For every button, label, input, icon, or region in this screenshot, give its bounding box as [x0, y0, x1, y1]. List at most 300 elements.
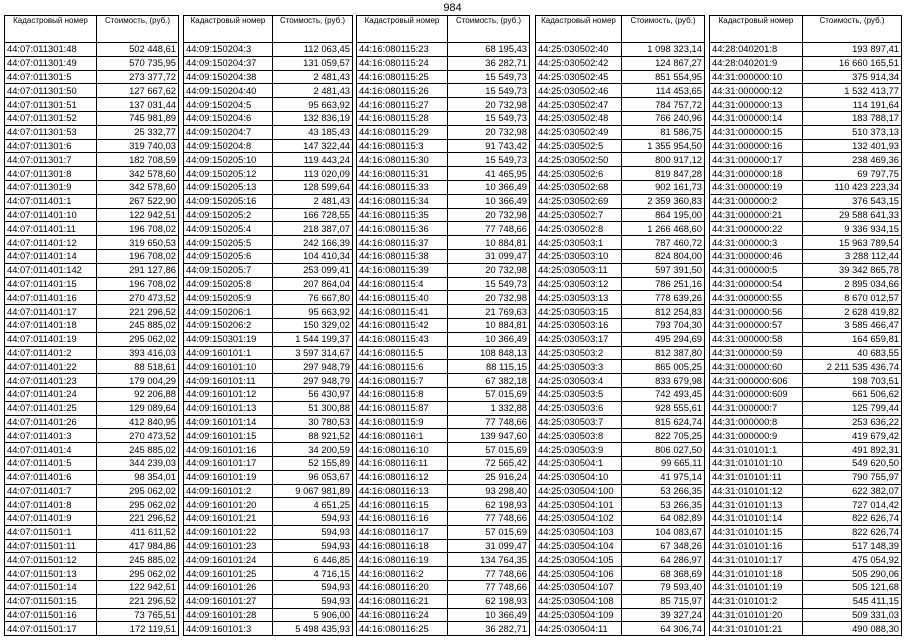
cadastral-number-cell: 44:25:030503:3 — [536, 360, 622, 374]
cost-cell: 784 757,72 — [622, 98, 705, 112]
table-row — [536, 180, 705, 194]
table-row — [5, 360, 179, 374]
cadastral-number-cell: 44:25:030504:10 — [536, 470, 622, 484]
cadastral-number-cell: 44:16:080115:5 — [357, 346, 448, 360]
cost-cell: 77 748,66 — [448, 415, 530, 429]
table-row — [710, 443, 902, 457]
table-row — [5, 56, 179, 70]
cadastral-number-cell: 44:16:080115:24 — [357, 56, 448, 70]
table-row — [357, 56, 530, 70]
cost-cell: 25 332,77 — [97, 125, 179, 139]
cadastral-number-cell: 44:09:150205:8 — [184, 277, 273, 291]
table-row — [536, 401, 705, 415]
cadastral-number-cell: 44:16:080115:4 — [357, 277, 448, 291]
cadastral-number-cell: 44:31:000000:22 — [710, 222, 803, 236]
cadastral-number-cell: 44:31:000000:3 — [710, 236, 803, 250]
table-row — [536, 56, 705, 70]
table-row — [536, 622, 705, 636]
cost-cell: 122 942,51 — [97, 581, 179, 595]
table-row — [5, 84, 179, 98]
cadastral-number-cell: 44:16:080116:11 — [357, 456, 448, 470]
table-row — [710, 56, 902, 70]
table-row — [536, 512, 705, 526]
cost-cell: 88 518,61 — [97, 360, 179, 374]
cost-cell: 661 506,62 — [803, 387, 902, 401]
table-row — [184, 498, 353, 512]
table-row — [5, 167, 179, 181]
cadastral-number-cell: 44:25:030503:5 — [536, 387, 622, 401]
cadastral-number-cell: 44:25:030503:7 — [536, 415, 622, 429]
cadastral-number-cell: 44:25:030502:8 — [536, 222, 622, 236]
cadastral-number-cell: 44:16:080116:20 — [357, 581, 448, 595]
table-row — [357, 167, 530, 181]
cost-cell: 594,93 — [273, 539, 353, 553]
cadastral-number-cell: 44:16:080116:16 — [357, 512, 448, 526]
cadastral-number-cell: 44:25:030504:101 — [536, 498, 622, 512]
cadastral-number-cell: 44:07:011401:3 — [5, 429, 97, 443]
cost-cell: 91 743,42 — [448, 139, 530, 153]
cost-cell: 295 062,02 — [97, 498, 179, 512]
cost-cell: 245 885,02 — [97, 318, 179, 332]
cadastral-number-cell: 44:25:030504:107 — [536, 581, 622, 595]
table-row — [536, 456, 705, 470]
cadastral-number-cell: 44:25:030502:42 — [536, 56, 622, 70]
cadastral-number-cell: 44:09:160101:19 — [184, 470, 273, 484]
table-row — [710, 139, 902, 153]
cadastral-number-cell: 44:09:150206:2 — [184, 318, 273, 332]
table-row — [536, 111, 705, 125]
cost-cell: 267 522,90 — [97, 194, 179, 208]
cost-cell: 778 639,26 — [622, 291, 705, 305]
table-row — [710, 70, 902, 84]
cost-cell: 10 884,81 — [448, 236, 530, 250]
cost-cell: 139 947,60 — [448, 429, 530, 443]
cost-cell: 549 620,50 — [803, 456, 902, 470]
table-row — [357, 498, 530, 512]
cadastral-number-cell: 44:31:000000:5 — [710, 263, 803, 277]
cost-cell: 270 473,52 — [97, 291, 179, 305]
cost-cell: 812 254,83 — [622, 305, 705, 319]
table-row — [536, 581, 705, 595]
cadastral-number-cell: 44:09:150205:16 — [184, 194, 273, 208]
table-row — [184, 567, 353, 581]
cost-cell: 218 387,07 — [273, 222, 353, 236]
cadastral-number-cell: 44:07:011301:8 — [5, 167, 97, 181]
cost-cell: 393 416,03 — [97, 346, 179, 360]
table-row — [184, 111, 353, 125]
cadastral-number-cell: 44:07:011401:9 — [5, 512, 97, 526]
cost-cell: 179 004,29 — [97, 374, 179, 388]
cadastral-table-1 — [4, 15, 179, 636]
cost-cell: 491 892,31 — [803, 443, 902, 457]
cost-cell: 57 015,69 — [448, 443, 530, 457]
cadastral-number-cell: 44:07:011401:142 — [5, 263, 97, 277]
cadastral-number-cell: 44:16:080115:41 — [357, 305, 448, 319]
cost-cell: 742 493,45 — [622, 387, 705, 401]
cost-cell: 132 836,19 — [273, 111, 353, 125]
table-row — [710, 415, 902, 429]
cost-cell: 928 555,61 — [622, 401, 705, 415]
cost-cell: 110 423 223,34 — [803, 180, 902, 194]
table-row — [184, 263, 353, 277]
table-row — [184, 360, 353, 374]
table-row — [357, 622, 530, 636]
cadastral-number-cell: 44:09:160101:1 — [184, 346, 273, 360]
cadastral-number-cell: 44:25:030502:7 — [536, 208, 622, 222]
cadastral-number-cell: 44:09:160101:16 — [184, 443, 273, 457]
table-row — [5, 346, 179, 360]
cost-cell: 9 067 981,89 — [273, 484, 353, 498]
cadastral-number-cell: 44:16:080115:7 — [357, 374, 448, 388]
cost-cell: 134 764,35 — [448, 553, 530, 567]
table-row — [5, 622, 179, 636]
cost-cell: 594,93 — [273, 594, 353, 608]
cost-cell: 53 266,35 — [622, 484, 705, 498]
table-row — [357, 291, 530, 305]
table-row — [357, 387, 530, 401]
table-row — [536, 153, 705, 167]
table-row — [184, 346, 353, 360]
table-row — [710, 84, 902, 98]
cadastral-number-cell: 44:31:000000:7 — [710, 401, 803, 415]
cadastral-number-cell: 44:25:030503:16 — [536, 318, 622, 332]
cost-cell: 1 266 468,60 — [622, 222, 705, 236]
table-row — [184, 374, 353, 388]
cadastral-number-cell: 44:25:030504:106 — [536, 567, 622, 581]
cadastral-number-cell: 44:07:011401:25 — [5, 401, 97, 415]
cadastral-number-cell: 44:09:160101:13 — [184, 401, 273, 415]
table-row — [710, 153, 902, 167]
cost-cell: 221 296,52 — [97, 512, 179, 526]
cost-cell: 127 667,62 — [97, 84, 179, 98]
table-row — [5, 111, 179, 125]
table-row — [5, 291, 179, 305]
cadastral-number-cell: 44:31:000000:16 — [710, 139, 803, 153]
cadastral-number-cell: 44:16:080116:1 — [357, 429, 448, 443]
table-row — [710, 277, 902, 291]
table-row — [5, 567, 179, 581]
cost-cell: 2 211 535 436,74 — [803, 360, 902, 374]
cost-cell: 79 593,40 — [622, 581, 705, 595]
table-row — [184, 139, 353, 153]
cadastral-number-cell: 44:07:011401:12 — [5, 236, 97, 250]
header-cost: Стоимость, (руб.) — [97, 16, 179, 43]
cadastral-number-cell: 44:07:011401:17 — [5, 305, 97, 319]
cadastral-number-cell: 44:25:030503:15 — [536, 305, 622, 319]
cadastral-number-cell: 44:16:080115:31 — [357, 167, 448, 181]
table-row — [536, 360, 705, 374]
cadastral-number-cell: 44:16:080115:3 — [357, 139, 448, 153]
cadastral-number-cell: 44:28:040201:8 — [710, 43, 803, 57]
cadastral-number-cell: 44:09:150205:2 — [184, 208, 273, 222]
table-row — [184, 43, 353, 57]
cadastral-number-cell: 44:07:011401:26 — [5, 415, 97, 429]
cost-cell: 253 636,22 — [803, 415, 902, 429]
cost-cell: 793 704,30 — [622, 318, 705, 332]
cadastral-number-cell: 44:07:011501:14 — [5, 581, 97, 595]
cost-cell: 92 206,88 — [97, 387, 179, 401]
table-row — [184, 56, 353, 70]
table-row — [710, 456, 902, 470]
table-row — [357, 318, 530, 332]
table-row — [710, 567, 902, 581]
cadastral-number-cell: 44:25:030503:8 — [536, 429, 622, 443]
cadastral-number-cell: 44:09:150205:4 — [184, 222, 273, 236]
cost-cell: 39 327,24 — [622, 608, 705, 622]
table-row — [5, 470, 179, 484]
cadastral-number-cell: 44:09:160101:20 — [184, 498, 273, 512]
cadastral-number-cell: 44:25:030502:69 — [536, 194, 622, 208]
cadastral-number-cell: 44:07:011401:18 — [5, 318, 97, 332]
cost-cell: 30 780,53 — [273, 415, 353, 429]
cost-cell: 490 088,30 — [803, 622, 902, 636]
cost-cell: 375 914,34 — [803, 70, 902, 84]
table-row — [357, 456, 530, 470]
cost-cell: 9 336 934,15 — [803, 222, 902, 236]
cadastral-number-cell: 44:09:160101:27 — [184, 594, 273, 608]
table-row — [357, 277, 530, 291]
cadastral-number-cell: 44:07:011401:11 — [5, 222, 97, 236]
cost-cell: 412 840,95 — [97, 415, 179, 429]
table-row — [357, 429, 530, 443]
table-row — [5, 222, 179, 236]
table-row — [5, 70, 179, 84]
cadastral-number-cell: 44:25:030504:11 — [536, 622, 622, 636]
cost-cell: 68 368,69 — [622, 567, 705, 581]
cadastral-number-cell: 44:25:030503:11 — [536, 263, 622, 277]
cost-cell: 207 864,04 — [273, 277, 353, 291]
table-row — [5, 512, 179, 526]
cost-cell: 76 667,80 — [273, 291, 353, 305]
table-row — [357, 512, 530, 526]
cost-cell: 517 148,39 — [803, 539, 902, 553]
table-row — [5, 332, 179, 346]
table-row — [710, 111, 902, 125]
cadastral-number-cell: 44:31:000000:8 — [710, 415, 803, 429]
cadastral-number-cell: 44:07:011401:14 — [5, 249, 97, 263]
table-row — [184, 222, 353, 236]
cadastral-number-cell: 44:07:011401:1 — [5, 194, 97, 208]
table-row — [5, 415, 179, 429]
table-row — [5, 484, 179, 498]
cost-cell: 822 705,25 — [622, 429, 705, 443]
cost-cell: 510 373,13 — [803, 125, 902, 139]
cost-cell: 20 732,98 — [448, 263, 530, 277]
cadastral-number-cell: 44:07:011501:17 — [5, 622, 97, 636]
cost-cell: 64 306,74 — [622, 622, 705, 636]
cost-cell: 10 366,49 — [448, 194, 530, 208]
table-row — [536, 291, 705, 305]
cost-cell: 88 921,52 — [273, 429, 353, 443]
cost-cell: 291 127,86 — [97, 263, 179, 277]
cadastral-number-cell: 44:07:011301:6 — [5, 139, 97, 153]
cost-cell: 5 906,00 — [273, 608, 353, 622]
cost-cell: 164 659,81 — [803, 332, 902, 346]
cost-cell: 62 198,93 — [448, 594, 530, 608]
table-row — [536, 539, 705, 553]
cost-cell: 16 660 165,51 — [803, 56, 902, 70]
table-row — [710, 539, 902, 553]
cost-cell: 196 708,02 — [97, 249, 179, 263]
cost-cell: 67 382,18 — [448, 374, 530, 388]
cost-cell: 31 099,47 — [448, 539, 530, 553]
table-row — [357, 70, 530, 84]
cadastral-number-cell: 44:07:011501:1 — [5, 525, 97, 539]
cadastral-number-cell: 44:07:011401:23 — [5, 374, 97, 388]
cost-cell: 1 532 413,77 — [803, 84, 902, 98]
cost-cell: 124 867,27 — [622, 56, 705, 70]
table-row — [710, 553, 902, 567]
table-row — [5, 305, 179, 319]
table-row — [357, 332, 530, 346]
cost-cell: 815 624,74 — [622, 415, 705, 429]
cost-cell: 787 460,72 — [622, 236, 705, 250]
table-row — [5, 387, 179, 401]
table-row — [357, 111, 530, 125]
header-cost: Стоимость, (руб.) — [803, 16, 902, 43]
cadastral-number-cell: 44:16:080116:19 — [357, 553, 448, 567]
cadastral-number-cell: 44:16:080116:24 — [357, 608, 448, 622]
cadastral-number-cell: 44:31:000000:10 — [710, 70, 803, 84]
table-row — [536, 553, 705, 567]
cadastral-number-cell: 44:25:030502:46 — [536, 84, 622, 98]
cost-cell: 3 597 314,67 — [273, 346, 353, 360]
cadastral-number-cell: 44:31:000000:56 — [710, 305, 803, 319]
table-row — [5, 194, 179, 208]
cost-cell: 273 377,72 — [97, 70, 179, 84]
cost-cell: 119 443,24 — [273, 153, 353, 167]
cost-cell: 253 099,41 — [273, 263, 353, 277]
table-row — [5, 594, 179, 608]
table-row — [5, 608, 179, 622]
table-row — [536, 139, 705, 153]
cost-cell: 10 366,49 — [448, 332, 530, 346]
table-row — [536, 443, 705, 457]
cadastral-number-cell: 44:07:011501:16 — [5, 608, 97, 622]
cadastral-number-cell: 44:09:160101:15 — [184, 429, 273, 443]
cadastral-number-cell: 44:09:160101:21 — [184, 512, 273, 526]
cadastral-number-cell: 44:31:000000:15 — [710, 125, 803, 139]
cadastral-number-cell: 44:31:000000:9 — [710, 429, 803, 443]
table-row — [357, 401, 530, 415]
cost-cell: 411 611,52 — [97, 525, 179, 539]
cost-cell: 865 005,25 — [622, 360, 705, 374]
cadastral-number-cell: 44:31:010101:20 — [710, 608, 803, 622]
table-row — [536, 43, 705, 57]
cadastral-number-cell: 44:16:080115:38 — [357, 249, 448, 263]
cost-cell: 2 481,43 — [273, 84, 353, 98]
table-row — [357, 443, 530, 457]
cadastral-number-cell: 44:31:010101:16 — [710, 539, 803, 553]
cost-cell: 51 300,88 — [273, 401, 353, 415]
table-row — [5, 236, 179, 250]
table-row — [710, 236, 902, 250]
table-row — [5, 277, 179, 291]
table-row — [710, 594, 902, 608]
cadastral-number-cell: 44:07:011401:24 — [5, 387, 97, 401]
cost-cell: 342 578,60 — [97, 180, 179, 194]
table-row — [357, 194, 530, 208]
header-cadastral-number: Кадастровый номер — [536, 16, 622, 43]
cadastral-number-cell: 44:25:030502:47 — [536, 98, 622, 112]
cost-cell: 495 294,69 — [622, 332, 705, 346]
table-row — [184, 167, 353, 181]
table-row — [536, 249, 705, 263]
cadastral-number-cell: 44:07:011401:7 — [5, 484, 97, 498]
table-row — [536, 125, 705, 139]
cadastral-number-cell: 44:31:000000:2 — [710, 194, 803, 208]
cost-cell: 112 063,45 — [273, 43, 353, 57]
cost-cell: 5 498 435,93 — [273, 622, 353, 636]
cadastral-number-cell: 44:09:150204:7 — [184, 125, 273, 139]
cost-cell: 182 708,59 — [97, 153, 179, 167]
cost-cell: 295 062,02 — [97, 484, 179, 498]
table-row — [710, 346, 902, 360]
table-row — [357, 305, 530, 319]
table-row — [184, 194, 353, 208]
table-row — [536, 498, 705, 512]
cost-cell: 297 948,79 — [273, 374, 353, 388]
cadastral-number-cell: 44:31:010101:10 — [710, 456, 803, 470]
cadastral-number-cell: 44:07:011301:52 — [5, 111, 97, 125]
table-row — [357, 43, 530, 57]
cadastral-number-cell: 44:25:030504:104 — [536, 539, 622, 553]
cadastral-number-cell: 44:16:080115:25 — [357, 70, 448, 84]
cost-cell: 77 748,66 — [448, 567, 530, 581]
cost-cell: 40 683,55 — [803, 346, 902, 360]
cadastral-number-cell: 44:31:010101:11 — [710, 470, 803, 484]
cadastral-number-cell: 44:09:150205:7 — [184, 263, 273, 277]
cadastral-number-cell: 44:07:011301:49 — [5, 56, 97, 70]
cost-cell: 39 342 865,78 — [803, 263, 902, 277]
cadastral-number-cell: 44:09:150204:37 — [184, 56, 273, 70]
cadastral-number-cell: 44:31:000000:19 — [710, 180, 803, 194]
table-row — [5, 139, 179, 153]
table-row — [184, 456, 353, 470]
table-row — [710, 249, 902, 263]
cadastral-number-cell: 44:31:000000:55 — [710, 291, 803, 305]
cost-cell: 545 411,15 — [803, 594, 902, 608]
cadastral-number-cell: 44:09:150205:12 — [184, 167, 273, 181]
cost-cell: 242 166,39 — [273, 236, 353, 250]
cost-cell: 43 185,43 — [273, 125, 353, 139]
cost-cell: 56 430,97 — [273, 387, 353, 401]
cost-cell: 147 322,44 — [273, 139, 353, 153]
table-row — [357, 84, 530, 98]
cost-cell: 786 251,16 — [622, 277, 705, 291]
cost-cell: 34 200,59 — [273, 443, 353, 457]
cost-cell: 15 549,73 — [448, 277, 530, 291]
table-row — [5, 125, 179, 139]
table-row — [184, 291, 353, 305]
table-row — [5, 374, 179, 388]
cost-cell: 819 847,28 — [622, 167, 705, 181]
cadastral-number-cell: 44:25:030502:45 — [536, 70, 622, 84]
cost-cell: 25 916,24 — [448, 470, 530, 484]
cost-cell: 95 663,92 — [273, 98, 353, 112]
cost-cell: 95 663,92 — [273, 305, 353, 319]
cost-cell: 172 119,51 — [97, 622, 179, 636]
cadastral-number-cell: 44:25:030503:2 — [536, 346, 622, 360]
cost-cell: 15 549,73 — [448, 111, 530, 125]
cadastral-number-cell: 44:07:011301:7 — [5, 153, 97, 167]
table-row — [710, 608, 902, 622]
table-row — [184, 125, 353, 139]
cadastral-number-cell: 44:25:030504:105 — [536, 553, 622, 567]
cadastral-table-3 — [356, 15, 530, 636]
cadastral-number-cell: 44:25:030504:108 — [536, 594, 622, 608]
table-row — [184, 332, 353, 346]
